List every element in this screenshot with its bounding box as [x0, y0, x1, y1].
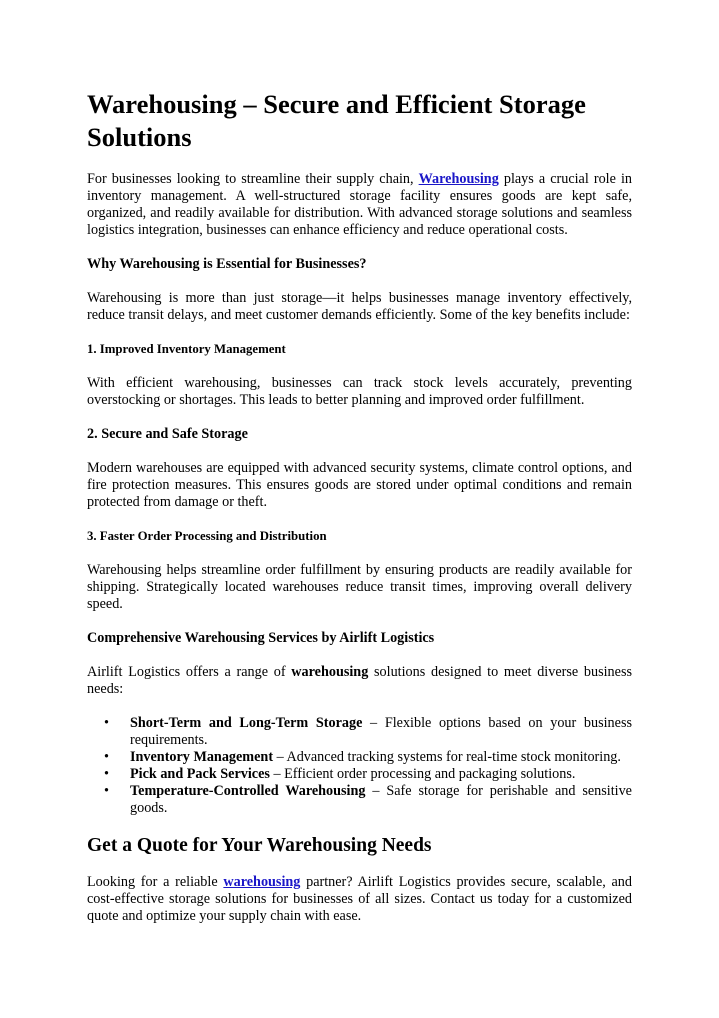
list-item: [87, 749, 632, 766]
services-heading: Comprehensive Warehousing Services by Airlift Logistics: [87, 630, 435, 646]
list-item-bold: Short-Term and Long-Term Storage: [130, 715, 363, 731]
services-paragraph: [87, 664, 632, 698]
benefit-2-text: Modern warehouses are equipped with advanced security systems, climate control options, and fire protection measures. This ensures goods are stored under optimal conditions and remain protected from damage or theft.: [87, 460, 632, 510]
intro-paragraph: [87, 171, 632, 239]
page-title: Warehousing – Secure and Efficient Storage Solutions: [87, 89, 586, 152]
document-page: [87, 88, 632, 942]
list-item-text: – Flexible options based on your business requirements.: [130, 715, 632, 748]
list-item: [87, 715, 632, 749]
list-item-text: – Safe storage for perishable and sensitive goods.: [130, 783, 632, 816]
list-item-bold: Inventory Management: [130, 749, 274, 765]
services-text-after: solutions designed to meet diverse business needs:: [87, 664, 632, 697]
list-item-bold: Temperature-Controlled Warehousing: [130, 783, 366, 799]
bullet-icon: •: [104, 749, 109, 765]
bullet-icon: •: [104, 766, 109, 782]
benefit-2-title: 2. Secure and Safe Storage: [87, 426, 248, 442]
quote-text-before: Looking for a reliable: [87, 874, 224, 890]
why-heading: Why Warehousing is Essential for Businesses?: [87, 256, 367, 272]
warehousing-link[interactable]: Warehousing: [418, 171, 499, 187]
benefit-3-text: Warehousing helps streamline order fulfillment by ensuring products are readily available for shipping. Strategically located warehouses reduce transit times, improving overall delivery speed.: [87, 562, 632, 612]
intro-text-after: plays a crucial role in inventory management. A well-structured storage facility ensures goods are kept safe, organized, and readily available for distribution. With advanced storage solutions and seamless logistics integration, businesses can enhance efficiency and reduce operational costs.: [87, 171, 632, 238]
bullet-icon: •: [104, 783, 109, 799]
services-text-before: Airlift Logistics offers a range of: [87, 664, 292, 680]
list-item: [87, 783, 632, 817]
quote-paragraph: [87, 874, 632, 925]
services-text-bold: warehousing: [291, 664, 369, 680]
benefit-1-title: 1. Improved Inventory Management: [87, 342, 286, 356]
services-list: [87, 715, 632, 817]
intro-text-before: For businesses looking to streamline their supply chain,: [87, 171, 419, 187]
benefit-3-title: 3. Faster Order Processing and Distribution: [87, 529, 327, 543]
benefit-1-text: With efficient warehousing, businesses can track stock levels accurately, preventing overstocking or shortages. This leads to better planning and improved order fulfillment.: [87, 375, 632, 408]
list-item-text: – Efficient order processing and packaging solutions.: [269, 766, 576, 782]
list-item-bold: Pick and Pack Services: [130, 766, 270, 782]
why-paragraph: Warehousing is more than just storage—it helps businesses manage inventory effectively, reduce transit delays, and meet customer demands efficiently. Some of the key benefits include:: [87, 290, 632, 323]
quote-text-after: partner? Airlift Logistics provides secure, scalable, and cost-effective storage solutions for businesses of all sizes. Contact us today for a customized quote and optimize your supply chain with ease.: [87, 874, 632, 924]
bullet-icon: •: [104, 715, 109, 731]
list-item-text: – Advanced tracking systems for real-time stock monitoring.: [273, 749, 621, 765]
quote-heading: Get a Quote for Your Warehousing Needs: [87, 835, 432, 856]
warehousing-quote-link[interactable]: warehousing: [223, 874, 301, 890]
list-item: [87, 766, 632, 783]
